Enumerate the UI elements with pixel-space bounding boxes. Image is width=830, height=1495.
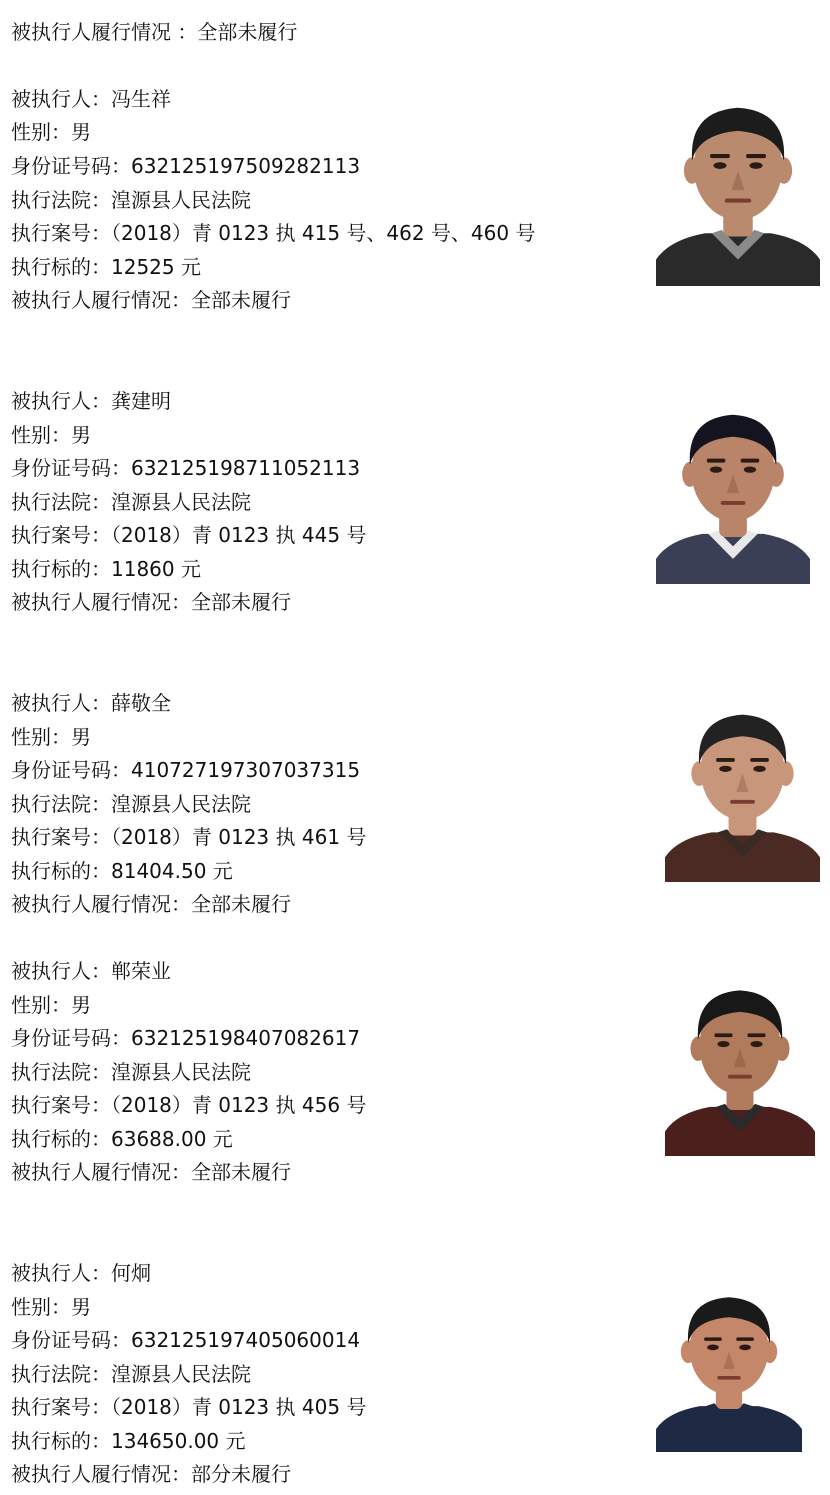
person-case-line: 执行案号：（2018）青 0123 执 445 号	[11, 523, 367, 547]
portrait-silhouette	[656, 396, 810, 584]
person-name-line: 被执行人：冯生祥	[11, 87, 171, 111]
person-court-line: 执行法院：湟源县人民法院	[11, 188, 251, 212]
person-court-line: 执行法院：湟源县人民法院	[11, 792, 251, 816]
top-status-line: 被执行人履行情况 ：全部未履行	[11, 20, 298, 44]
person-case-line: 执行案号：（2018）青 0123 执 405 号	[11, 1395, 367, 1419]
portrait-silhouette	[665, 972, 815, 1156]
person-gender-line: 性别：男	[11, 993, 91, 1017]
person-name-line: 被执行人：薛敬全	[11, 691, 171, 715]
person-amount-line: 执行标的：134650.00 元	[11, 1429, 246, 1453]
person-court-line: 执行法院：湟源县人民法院	[11, 1060, 251, 1084]
person-id-line: 身份证号码：410727197307037315	[11, 758, 361, 782]
person-name-line: 被执行人：郸荣业	[11, 959, 171, 983]
person-amount-line: 执行标的：63688.00 元	[11, 1127, 233, 1151]
person-gender-line: 性别：男	[11, 423, 91, 447]
person-court-line: 执行法院：湟源县人民法院	[11, 1362, 251, 1386]
person-amount-line: 执行标的：81404.50 元	[11, 859, 233, 883]
person-photo	[656, 88, 820, 286]
person-id-line: 身份证号码：632125198711052113	[11, 456, 361, 480]
person-name-line: 被执行人：龚建明	[11, 389, 171, 413]
person-id-line: 身份证号码：632125198407082617	[11, 1026, 361, 1050]
person-photo	[665, 696, 820, 882]
person-status-line: 被执行人履行情况：部分未履行	[11, 1462, 291, 1486]
person-amount-line: 执行标的：11860 元	[11, 557, 201, 581]
person-status-line: 被执行人履行情况：全部未履行	[11, 1160, 291, 1184]
person-case-line: 执行案号：（2018）青 0123 执 456 号	[11, 1093, 367, 1117]
person-id-line: 身份证号码：632125197509282113	[11, 154, 361, 178]
person-case-line: 执行案号：（2018）青 0123 执 415 号、462 号、460 号	[11, 221, 536, 245]
person-photo	[656, 1280, 802, 1452]
person-gender-line: 性别：男	[11, 725, 91, 749]
person-id-line: 身份证号码：632125197405060014	[11, 1328, 361, 1352]
person-name-line: 被执行人：何炯	[11, 1261, 151, 1285]
portrait-silhouette	[656, 88, 820, 286]
person-amount-line: 执行标的：12525 元	[11, 255, 201, 279]
person-status-line: 被执行人履行情况：全部未履行	[11, 892, 291, 916]
portrait-silhouette	[656, 1280, 802, 1452]
person-status-line: 被执行人履行情况：全部未履行	[11, 590, 291, 614]
portrait-silhouette	[665, 696, 820, 882]
person-case-line: 执行案号：（2018）青 0123 执 461 号	[11, 825, 367, 849]
person-status-line: 被执行人履行情况：全部未履行	[11, 288, 291, 312]
person-court-line: 执行法院：湟源县人民法院	[11, 490, 251, 514]
person-gender-line: 性别：男	[11, 1295, 91, 1319]
person-photo	[656, 396, 810, 584]
person-photo	[665, 972, 815, 1156]
person-gender-line: 性别：男	[11, 120, 91, 144]
